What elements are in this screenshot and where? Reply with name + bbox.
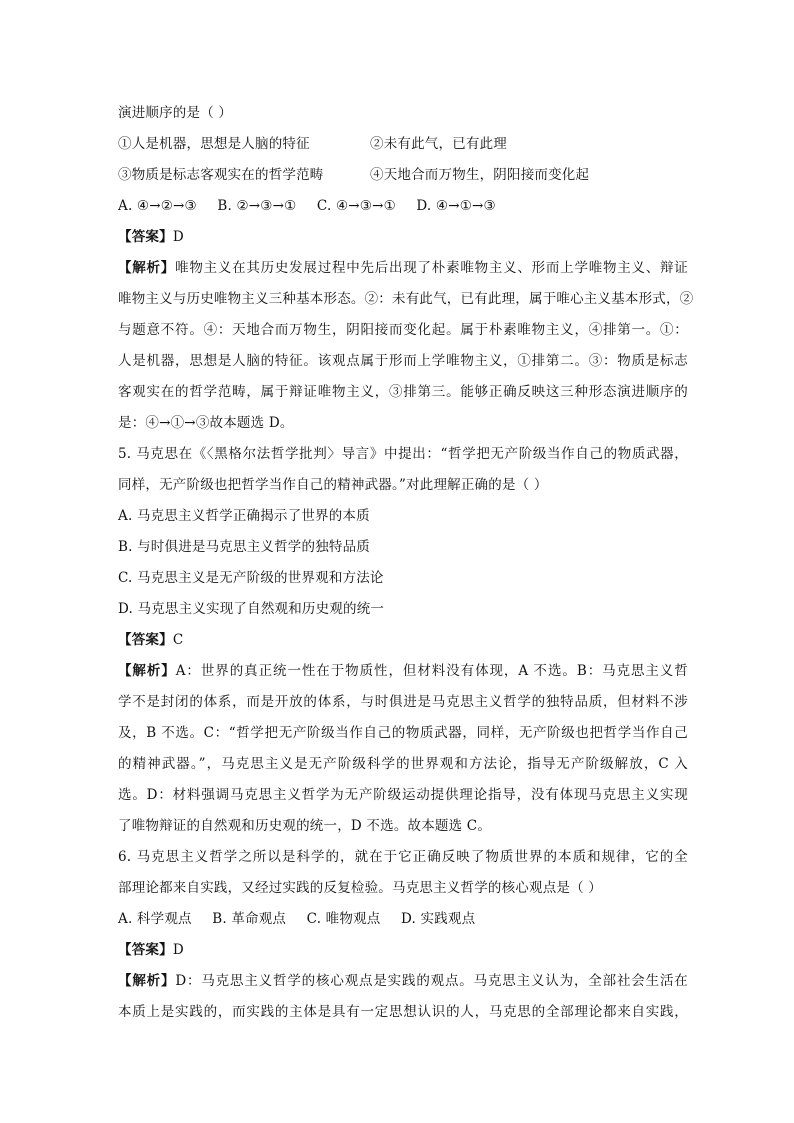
q5-stem-line-1: 5. 马克思在《〈黑格尔法哲学批判〉导言》中提出：“哲学把无产阶级当作自己的物质武器， — [118, 446, 688, 462]
q6-stem-line-1: 6. 马克思主义哲学之所以是科学的，就在于它正确反映了物质世界的本质和规律，它的全 — [118, 849, 688, 865]
document-page — [118, 98, 694, 1028]
q4-items-row-1 — [118, 129, 688, 160]
q5-analysis-label: 【解析】 — [118, 663, 176, 679]
q6-answer — [118, 935, 688, 966]
q4-answer — [118, 222, 688, 253]
q4-option-d: D. ④→①→③ — [416, 198, 496, 214]
q4-options — [118, 191, 688, 222]
q5-analysis-line-5: 选。D：材料强调马克思主义哲学为无产阶级运动提供理论指导，没有体现马克思主义实现 — [118, 787, 688, 803]
q5-analysis-line-1: 【解析】A：世界的真正统一性在于物质性，但材料没有体现，A 不选。B：马克思主义哲 — [118, 663, 688, 679]
q4-analysis-line-6: 是：④→①→③故本题选 D。 — [118, 415, 294, 431]
q4-option-c: C. ④→③→① — [316, 198, 396, 214]
q5-option-b: B. 与时俱进是马克思主义哲学的独特品质 — [118, 539, 371, 555]
q5-answer-value: C — [172, 632, 184, 648]
q4-analysis-line-2: 唯物主义与历史唯物主义三种基本形态。②：未有此气，已有此理，属于唯心主义基本形式，② — [118, 291, 694, 307]
q6-option-b: B. 革命观点 — [212, 911, 287, 927]
q5-stem-line-2: 同样，无产阶级也把哲学当作自己的精神武器。”对此理解正确的是（ ） — [118, 477, 548, 493]
q6-answer-label: 【答案】 — [118, 942, 173, 958]
q5-analysis-line-4: 的精神武器。”，马克思主义是无产阶级科学的世界观和方法论，指导无产阶级解放，C 入 — [118, 756, 688, 772]
q4-stem-tail: 演进顺序的是（ ） — [118, 105, 233, 121]
q5-analysis-line-3: 及，B 不选。C：“哲学把无产阶级当作自己的物质武器，同样，无产阶级也把哲学当作自己 — [118, 725, 688, 741]
q5-answer — [118, 625, 688, 656]
q4-option-b: B. ②→③→① — [217, 198, 297, 214]
q4-analysis-line-4: 人是机器，思想是人脑的特征。该观点属于形而上学唯物主义，①排第二。③：物质是标志 — [118, 353, 688, 369]
q4-answer-value: D — [172, 229, 184, 245]
q5-option-c: C. 马克思主义是无产阶级的世界观和方法论 — [118, 570, 384, 586]
q5-option-a: A. 马克思主义哲学正确揭示了世界的本质 — [118, 508, 370, 524]
q6-option-c: C. 唯物观点 — [306, 911, 381, 927]
q6-option-a: A. 科学观点 — [118, 911, 192, 927]
q5-analysis-line-2: 学不是封闭的体系，而是开放的体系，与时俱进是马克思主义哲学的独特品质，但材料不涉 — [118, 694, 688, 710]
q4-analysis-label: 【解析】 — [118, 260, 176, 276]
q6-analysis-line-1: 【解析】D：马克思主义哲学的核心观点是实践的观点。马克思主义认为，全部社会生活在 — [118, 973, 688, 989]
q4-analysis-line-3: 与题意不符。④：天地合而万物生，阴阳接而变化起。属于朴素唯物主义，④排第一。①： — [118, 322, 688, 338]
q6-answer-value: D — [172, 942, 184, 958]
q6-option-d: D. 实践观点 — [400, 911, 476, 927]
q4-answer-label: 【答案】 — [118, 229, 173, 245]
q5-option-d: D. 马克思主义实现了自然观和历史观的统一 — [118, 601, 385, 617]
q5-analysis-line-6: 了唯物辩证的自然观和历史观的统一，D 不选。故本题选 C。 — [118, 818, 492, 834]
q6-stem-line-2: 部理论都来自实践，又经过实践的反复检验。马克思主义哲学的核心观点是（ ） — [118, 880, 602, 896]
q4-option-a: A. ④→②→③ — [118, 198, 197, 214]
q4-analysis-line-1: 【解析】唯物主义在其历史发展过程中先后出现了朴素唯物主义、形而上学唯物主义、辩证 — [118, 260, 688, 276]
q4-item-2: ②未有此气，已有此理 — [370, 136, 507, 152]
q4-items-row-2 — [118, 160, 688, 191]
q5-answer-label: 【答案】 — [118, 632, 173, 648]
q6-analysis-label: 【解析】 — [118, 973, 176, 989]
q6-analysis-line-2: 本质上是实践的，而实践的主体是具有一定思想认识的人，马克思的全部理论都来自实践， — [118, 1004, 688, 1020]
q4-analysis-line-5: 客观实在的哲学范畴，属于辩证唯物主义，③排第三。能够正确反映这三种形态演进顺序的 — [118, 384, 688, 400]
q4-item-3: ③物质是标志客观实在的哲学范畴 — [118, 167, 324, 183]
q6-options — [118, 904, 688, 935]
q4-item-1: ①人是机器，思想是人脑的特征 — [118, 136, 310, 152]
q4-item-4: ④天地合而万物生，阴阳接而变化起 — [370, 167, 590, 183]
